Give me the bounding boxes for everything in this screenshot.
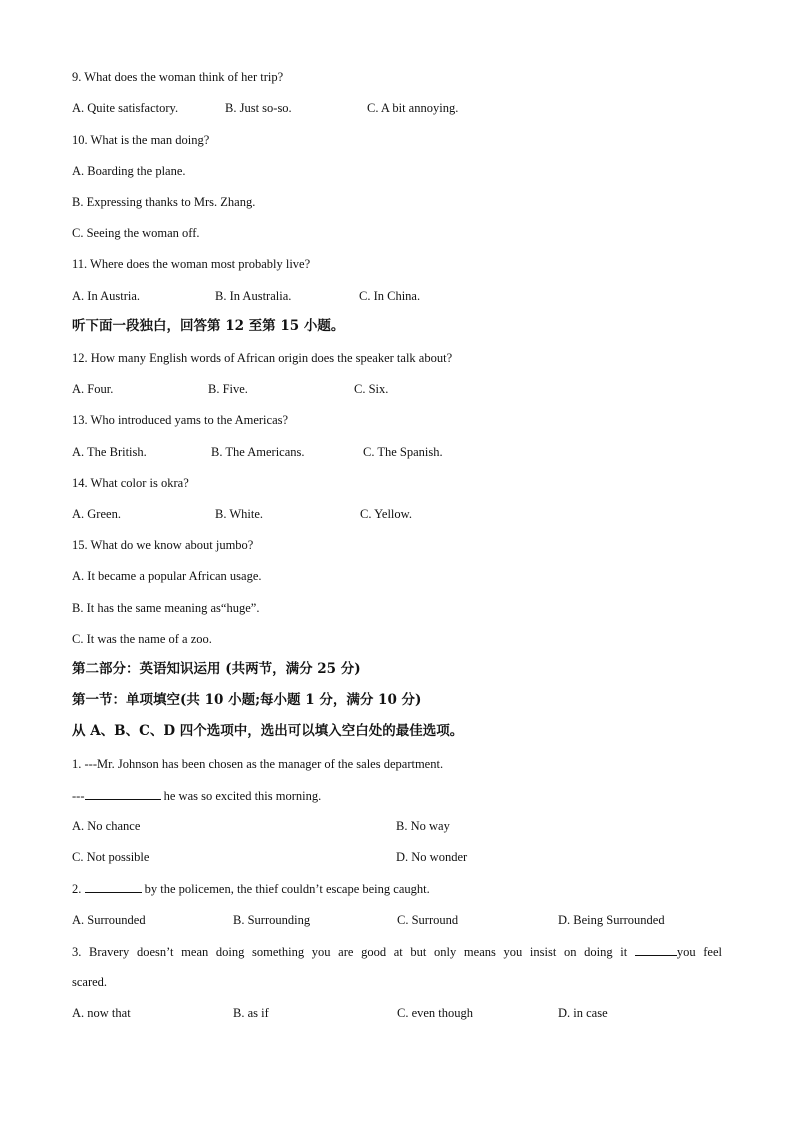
- question-9-option-c: C. A bit annoying.: [367, 101, 459, 115]
- section-1-title: 第一节：单项填空(共 10 小题;每小题 1 分，满分 10 分): [72, 692, 422, 708]
- question-12-stem: 12. How many English words of African origin does the speaker talk about?: [72, 351, 453, 365]
- mc-question-2-option-a: A. Surrounded: [72, 913, 146, 927]
- question-13-option-a: A. The British.: [72, 445, 147, 459]
- question-10-option-c: C. Seeing the woman off.: [72, 226, 200, 240]
- question-12-option-a: A. Four.: [72, 382, 114, 396]
- mc-question-2-option-d: D. Being Surrounded: [558, 913, 665, 927]
- question-15-option-a: A. It became a popular African usage.: [72, 569, 262, 583]
- question-13-option-b: B. The Americans.: [211, 445, 305, 459]
- question-13-stem: 13. Who introduced yams to the Americas?: [72, 413, 289, 427]
- mc-question-2-option-b: B. Surrounding: [233, 913, 311, 927]
- mc-question-1-option-a: A. No chance: [72, 819, 141, 833]
- question-11-option-a: A. In Austria.: [72, 289, 141, 303]
- question-9-stem: 9. What does the woman think of her trip?: [72, 70, 284, 84]
- mc-question-3-option-b: B. as if: [233, 1006, 269, 1020]
- question-14-option-a: A. Green.: [72, 507, 121, 521]
- answer-blank: [85, 787, 161, 800]
- monologue-section-header: 听下面一段独白，回答第 12 至第 15 小题。: [72, 318, 345, 334]
- question-11-stem: 11. Where does the woman most probably live?: [72, 257, 311, 271]
- stem-prefix: 3. Bravery doesn’t mean doing something you are good at but only means you insist on doing it: [72, 945, 635, 959]
- part-2-title: 第二部分：英语知识运用 (共两节，满分 25 分): [72, 661, 361, 677]
- mc-question-2-option-c: C. Surround: [397, 913, 459, 927]
- question-15-stem: 15. What do we know about jumbo?: [72, 538, 254, 552]
- answer-blank: [635, 943, 677, 956]
- question-11-option-b: B. In Australia.: [215, 289, 292, 303]
- stem-suffix: you feel: [676, 945, 722, 959]
- question-10-option-a: A. Boarding the plane.: [72, 164, 186, 178]
- mc-question-1-option-c: C. Not possible: [72, 850, 150, 864]
- mc-question-3-option-d: D. in case: [558, 1006, 608, 1020]
- question-13-option-c: C. The Spanish.: [363, 445, 443, 459]
- mc-question-1-stem: 1. ---Mr. Johnson has been chosen as the manager of the sales department.: [72, 757, 444, 771]
- section-instruction: 从 A、B、C、D 四个选项中，选出可以填入空白处的最佳选项。: [72, 723, 464, 739]
- answer-blank: [85, 880, 142, 893]
- question-10-option-b: B. Expressing thanks to Mrs. Zhang.: [72, 195, 256, 209]
- mc-question-1-reply: [72, 787, 321, 804]
- stem-prefix: 2.: [72, 882, 85, 896]
- question-9-option-b: B. Just so-so.: [225, 101, 292, 115]
- question-11-option-c: C. In China.: [359, 289, 421, 303]
- question-14-option-b: B. White.: [215, 507, 264, 521]
- mc-question-1-option-d: D. No wonder: [396, 850, 468, 864]
- question-12-option-b: B. Five.: [208, 382, 248, 396]
- question-14-option-c: C. Yellow.: [360, 507, 412, 521]
- question-10-stem: 10. What is the man doing?: [72, 133, 210, 147]
- reply-prefix: ---: [72, 789, 85, 803]
- mc-question-3-option-c: C. even though: [397, 1006, 474, 1020]
- reply-suffix: he was so excited this morning.: [160, 789, 322, 803]
- question-14-stem: 14. What color is okra?: [72, 476, 189, 490]
- question-15-option-c: C. It was the name of a zoo.: [72, 632, 212, 646]
- stem-suffix: by the policemen, the thief couldn’t escape being caught.: [141, 882, 430, 896]
- mc-question-3-stem-continued: scared.: [72, 975, 108, 989]
- question-15-option-b: B. It has the same meaning as“huge”.: [72, 601, 260, 615]
- mc-question-3-option-a: A. now that: [72, 1006, 131, 1020]
- question-9-option-a: A. Quite satisfactory.: [72, 101, 179, 115]
- mc-question-1-option-b: B. No way: [396, 819, 450, 833]
- mc-question-3-stem: [72, 943, 722, 960]
- question-12-option-c: C. Six.: [354, 382, 389, 396]
- mc-question-2-stem: [72, 880, 430, 897]
